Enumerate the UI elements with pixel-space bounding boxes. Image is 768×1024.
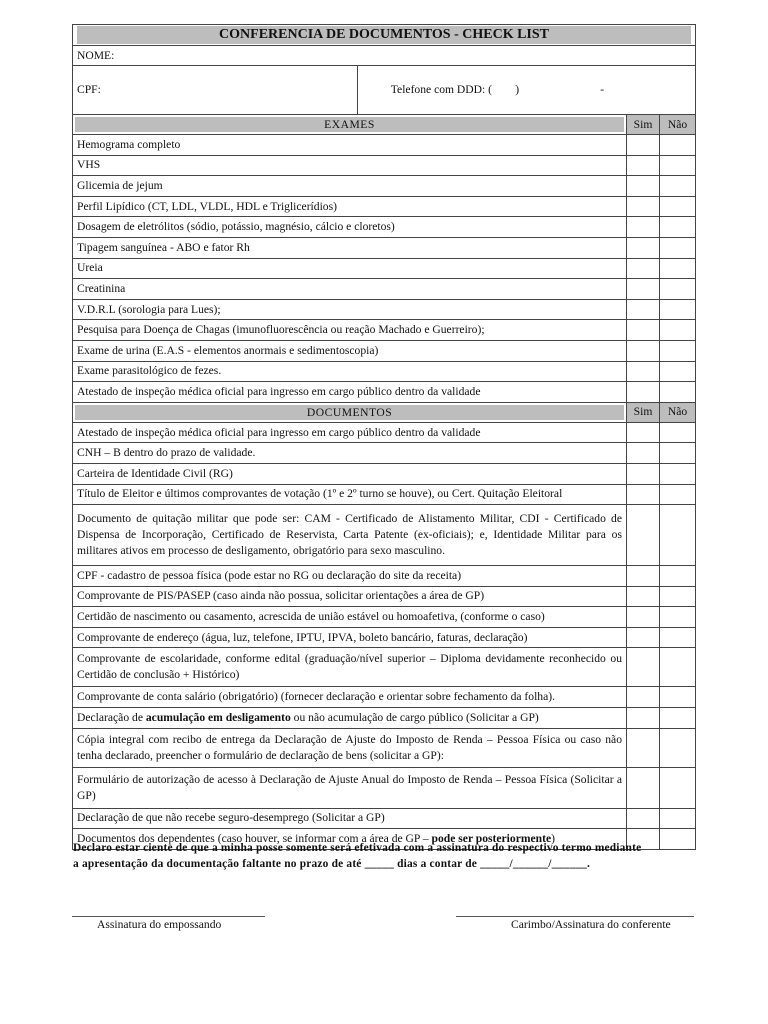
exame-row	[73, 299, 696, 320]
exame-row	[73, 237, 696, 258]
exame-row	[73, 382, 696, 403]
exame-row	[73, 176, 696, 197]
exame-sim-checkbox[interactable]	[627, 237, 660, 258]
signature-label-empossando: Assinatura do empossando	[97, 918, 222, 931]
documento-row	[73, 687, 696, 708]
exame-item-label: VHS	[73, 155, 627, 176]
acumulacao-bold-text: acumulação em desligamento	[145, 710, 291, 724]
documento-item-label: Título de Eleitor e últimos comprovantes de votação (1º e 2º turno se houve), ou Cert. Quitação Eleitoral	[73, 484, 627, 505]
exames-sim-header: Sim	[627, 115, 660, 135]
nome-label: NOME:	[77, 48, 115, 62]
documento-sim-checkbox[interactable]	[627, 687, 660, 708]
exame-nao-checkbox[interactable]	[660, 217, 696, 238]
documento-sim-checkbox[interactable]	[627, 422, 660, 443]
exame-nao-checkbox[interactable]	[660, 361, 696, 382]
exame-item-label: Exame parasitológico de fezes.	[73, 361, 627, 382]
checklist-sheet	[72, 24, 695, 850]
documento-nao-checkbox[interactable]	[660, 443, 696, 464]
documento-sim-checkbox[interactable]	[627, 463, 660, 484]
exames-section-header	[73, 115, 627, 135]
exame-nao-checkbox[interactable]	[660, 258, 696, 279]
dependentes-before-text: Documentos dos dependentes (caso houver, se informar com a área de GP –	[77, 832, 432, 846]
cpf-field[interactable]	[73, 66, 358, 115]
exame-sim-checkbox[interactable]	[627, 279, 660, 300]
exame-item-label: Perfil Lipídico (CT, LDL, VLDL, HDL e Triglicerídios)	[73, 196, 627, 217]
documento-nao-checkbox[interactable]	[660, 648, 696, 687]
exames-nao-header: Não	[660, 115, 696, 135]
exame-sim-checkbox[interactable]	[627, 176, 660, 197]
exame-nao-checkbox[interactable]	[660, 155, 696, 176]
exame-row	[73, 217, 696, 238]
acumulacao-before-text: Declaração de	[77, 710, 146, 724]
documento-sim-checkbox[interactable]	[627, 484, 660, 505]
documento-row	[73, 566, 696, 587]
exame-nao-checkbox[interactable]	[660, 340, 696, 361]
signature-line-conferente[interactable]	[456, 916, 694, 917]
exame-sim-checkbox[interactable]	[627, 320, 660, 341]
documento-sim-checkbox[interactable]	[627, 627, 660, 648]
declaration-line-1: Declaro estar ciente de que a minha posse somente será efetivada com a assinatura do respectivo termo mediante	[73, 842, 642, 854]
exame-sim-checkbox[interactable]	[627, 299, 660, 320]
exame-row	[73, 361, 696, 382]
nome-field[interactable]	[73, 46, 696, 66]
documento-sim-checkbox[interactable]	[627, 443, 660, 464]
documento-row	[73, 443, 696, 464]
exame-row	[73, 135, 696, 156]
documento-item-label: Comprovante de conta salário (obrigatório) (fornecer declaração e orientar sobre fechamento da folha).	[73, 687, 627, 708]
documento-sim-checkbox[interactable]	[627, 607, 660, 628]
documento-nao-checkbox[interactable]	[660, 586, 696, 607]
documento-sim-checkbox[interactable]	[627, 648, 660, 687]
exame-item-label: Creatinina	[73, 279, 627, 300]
documento-nao-checkbox[interactable]	[660, 566, 696, 587]
dependentes-bold-text: pode ser posteriormente	[431, 832, 552, 846]
exame-nao-checkbox[interactable]	[660, 196, 696, 217]
exame-row	[73, 279, 696, 300]
documentos-nao-header: Não	[660, 402, 696, 422]
documento-row	[73, 728, 696, 767]
documento-row	[73, 422, 696, 443]
documento-nao-checkbox[interactable]	[660, 422, 696, 443]
declaration-line-2: a apresentação da documentação faltante no prazo de até _____ dias a contar de _____/______/______.	[73, 858, 591, 870]
exame-nao-checkbox[interactable]	[660, 176, 696, 197]
signature-label-conferente: Carimbo/Assinatura do conferente	[511, 918, 671, 931]
documento-item-label: Atestado de inspeção médica oficial para ingresso em cargo público dentro da validade	[73, 422, 627, 443]
documento-nao-checkbox[interactable]	[660, 708, 696, 729]
declaration-text	[73, 840, 697, 872]
exame-sim-checkbox[interactable]	[627, 382, 660, 403]
exame-nao-checkbox[interactable]	[660, 299, 696, 320]
exames-section-title: EXAMES	[75, 117, 624, 132]
exame-sim-checkbox[interactable]	[627, 361, 660, 382]
dependentes-after-text: )	[551, 832, 555, 846]
documento-row	[73, 808, 696, 829]
exame-row	[73, 340, 696, 361]
exame-item-label: Glicemia de jejum	[73, 176, 627, 197]
exame-row	[73, 258, 696, 279]
telefone-field[interactable]	[358, 66, 696, 115]
page-title: CONFERENCIA DE DOCUMENTOS - CHECK LIST	[77, 26, 691, 44]
documento-sim-checkbox[interactable]	[627, 708, 660, 729]
exame-item-label: Ureia	[73, 258, 627, 279]
exame-item-label: Tipagem sanguínea - ABO e fator Rh	[73, 237, 627, 258]
exame-row	[73, 155, 696, 176]
documento-nao-checkbox[interactable]	[660, 484, 696, 505]
documento-item-label: Documento de quitação militar que pode ser: CAM - Certificado de Alistamento Militar, CDI - Certificado de Dispensa de Incorporação, Certificado de Reservista, Carta Patente (ex-oficiais); e, Identidade Militar para os militares ativos em processo de desligamento, obrigatório para sexo masculino.	[73, 505, 627, 566]
documento-nao-checkbox[interactable]	[660, 607, 696, 628]
exame-item-label: Exame de urina (E.A.S - elementos anormais e sedimentoscopia)	[73, 340, 627, 361]
documento-row	[73, 484, 696, 505]
documento-nao-checkbox[interactable]	[660, 767, 696, 808]
documento-nao-checkbox[interactable]	[660, 463, 696, 484]
documentos-section-title: DOCUMENTOS	[75, 405, 624, 420]
documento-sim-checkbox[interactable]	[627, 505, 660, 566]
cpf-label: CPF:	[77, 83, 101, 96]
exame-item-label: Dosagem de eletrólitos (sódio, potássio, magnésio, cálcio e cloretos)	[73, 217, 627, 238]
exame-sim-checkbox[interactable]	[627, 196, 660, 217]
documentos-sim-header: Sim	[627, 402, 660, 422]
telefone-label: Telefone com DDD: ( ) -	[390, 83, 605, 96]
exame-item-label: Pesquisa para Doença de Chagas (imunofluorescência ou reação Machado e Guerreiro);	[73, 320, 627, 341]
exame-nao-checkbox[interactable]	[660, 382, 696, 403]
checklist-table	[72, 24, 696, 850]
documento-sim-checkbox[interactable]	[627, 808, 660, 829]
documento-nao-checkbox[interactable]	[660, 505, 696, 566]
exame-nao-checkbox[interactable]	[660, 135, 696, 156]
documento-sim-checkbox[interactable]	[627, 728, 660, 767]
documento-item-label	[73, 708, 627, 729]
exame-nao-checkbox[interactable]	[660, 320, 696, 341]
documento-row	[73, 586, 696, 607]
documento-item-label: Cópia integral com recibo de entrega da Declaração de Ajuste do Imposto de Renda – Pessoa Física ou caso não tenha declarado, preencher o formulário de declaração de bens (solicitar a GP):	[73, 728, 627, 767]
exame-row	[73, 196, 696, 217]
documento-item-label: Certidão de nascimento ou casamento, acrescida de união estável ou homoafetiva, (conforme o caso)	[73, 607, 627, 628]
exame-sim-checkbox[interactable]	[627, 340, 660, 361]
signature-line-empossando[interactable]	[72, 916, 265, 917]
documento-item-label: Comprovante de PIS/PASEP (caso ainda não possua, solicitar orientações a área de GP)	[73, 586, 627, 607]
documento-nao-checkbox[interactable]	[660, 627, 696, 648]
documento-sim-checkbox[interactable]	[627, 586, 660, 607]
documento-sim-checkbox[interactable]	[627, 767, 660, 808]
documento-item-label: Comprovante de escolaridade, conforme edital (graduação/nível superior – Diploma devidamente reconhecido ou Certidão de conclusão + Histórico)	[73, 648, 627, 687]
exame-row	[73, 320, 696, 341]
documento-sim-checkbox[interactable]	[627, 566, 660, 587]
documento-row	[73, 505, 696, 566]
documento-item-label: Declaração de que não recebe seguro-desemprego (Solicitar a GP)	[73, 808, 627, 829]
documento-item-label: Formulário de autorização de acesso à Declaração de Ajuste Anual do Imposto de Renda – Pessoa Física (Solicitar a GP)	[73, 767, 627, 808]
exame-item-label: V.D.R.L (sorologia para Lues);	[73, 299, 627, 320]
documento-row	[73, 767, 696, 808]
exame-item-label: Hemograma completo	[73, 135, 627, 156]
documento-item-label: CNH – B dentro do prazo de validade.	[73, 443, 627, 464]
exame-sim-checkbox[interactable]	[627, 155, 660, 176]
exame-sim-checkbox[interactable]	[627, 135, 660, 156]
documento-row	[73, 648, 696, 687]
documento-item-label: Comprovante de endereço (água, luz, telefone, IPTU, IPVA, boleto bancário, faturas, declaração)	[73, 627, 627, 648]
documento-row	[73, 627, 696, 648]
exame-item-label: Atestado de inspeção médica oficial para ingresso em cargo público dentro da validade	[73, 382, 627, 403]
exame-sim-checkbox[interactable]	[627, 258, 660, 279]
documentos-section-header	[73, 402, 627, 422]
acumulacao-after-text: ou não acumulação de cargo público (Solicitar a GP)	[290, 710, 539, 724]
documento-nao-checkbox[interactable]	[660, 728, 696, 767]
documento-item-label: CPF - cadastro de pessoa física (pode estar no RG ou declaração do site da receita)	[73, 566, 627, 587]
documento-nao-checkbox[interactable]	[660, 687, 696, 708]
exame-nao-checkbox[interactable]	[660, 279, 696, 300]
documento-row	[73, 708, 696, 729]
documento-nao-checkbox[interactable]	[660, 808, 696, 829]
title-cell	[73, 25, 696, 46]
exame-nao-checkbox[interactable]	[660, 237, 696, 258]
documento-row	[73, 463, 696, 484]
documento-item-label: Carteira de Identidade Civil (RG)	[73, 463, 627, 484]
exame-sim-checkbox[interactable]	[627, 217, 660, 238]
documento-row	[73, 607, 696, 628]
